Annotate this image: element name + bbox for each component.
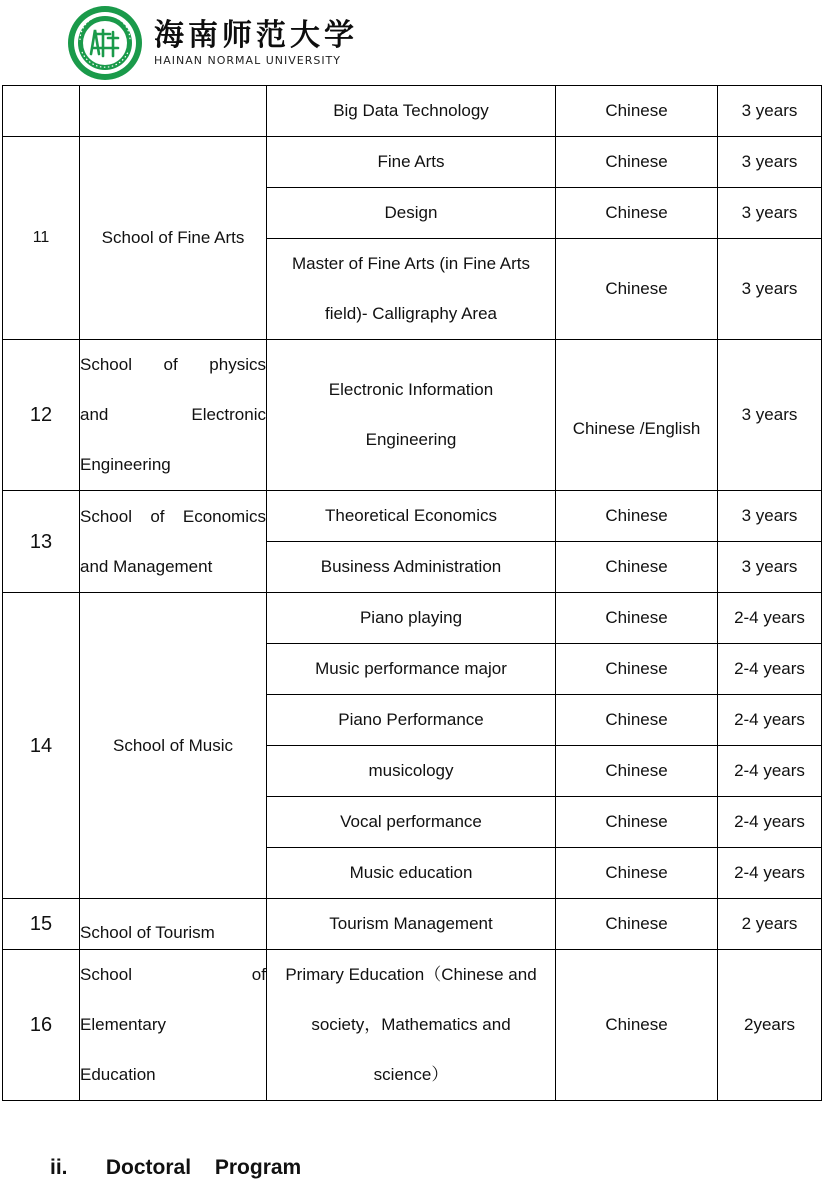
duration-cell: 3 years — [718, 137, 822, 188]
language-cell: Chinese — [556, 899, 718, 950]
school-cell: School of Music — [80, 593, 267, 899]
number-cell — [3, 86, 80, 137]
school-cell — [80, 491, 267, 593]
school-line: and Electronic — [80, 405, 266, 424]
section-number: ii. — [50, 1156, 68, 1179]
major-cell: Vocal performance — [267, 797, 556, 848]
school-line: Engineering — [80, 455, 171, 474]
duration-cell: 2years — [718, 950, 822, 1101]
section-title-word: Doctoral — [105, 1156, 192, 1179]
number-cell: 11 — [3, 137, 80, 340]
university-name-cn: 海南师范大学 — [154, 18, 358, 53]
language-cell: Chinese — [556, 593, 718, 644]
language-cell: Chinese — [556, 695, 718, 746]
duration-cell: 2-4 years — [718, 797, 822, 848]
duration-cell: 2-4 years — [718, 644, 822, 695]
major-line: society，Mathematics and — [311, 1015, 511, 1034]
major-cell — [267, 239, 556, 340]
major-cell: Music education — [267, 848, 556, 899]
language-cell: Chinese — [556, 644, 718, 695]
language-cell: Chinese — [556, 188, 718, 239]
number-cell: 14 — [3, 593, 80, 899]
language-cell: Chinese — [556, 797, 718, 848]
page-header — [66, 2, 358, 84]
duration-cell: 3 years — [718, 340, 822, 491]
school-cell: School of Fine Arts — [80, 137, 267, 340]
duration-cell: 3 years — [718, 188, 822, 239]
university-seal-icon — [66, 4, 144, 82]
major-cell: Design — [267, 188, 556, 239]
duration-cell: 3 years — [718, 542, 822, 593]
language-cell: Chinese — [556, 848, 718, 899]
school-line: Education — [80, 1065, 156, 1084]
duration-cell: 2-4 years — [718, 848, 822, 899]
major-line: science） — [373, 1065, 449, 1084]
major-line: Primary Education（Chinese and — [285, 965, 537, 984]
major-cell: Piano Performance — [267, 695, 556, 746]
major-cell: Fine Arts — [267, 137, 556, 188]
major-line: field)- Calligraphy Area — [325, 304, 497, 323]
school-cell: School of Tourism — [80, 899, 267, 950]
language-cell: Chinese — [556, 746, 718, 797]
number-cell: 13 — [3, 491, 80, 593]
school-line: School of Economics — [80, 506, 266, 526]
table-row — [3, 491, 822, 542]
table-row — [3, 950, 822, 1101]
logo-text — [154, 18, 358, 68]
language-cell: Chinese — [556, 137, 718, 188]
language-cell: Chinese /English — [556, 340, 718, 491]
section-heading — [50, 1156, 319, 1180]
table-row — [3, 593, 822, 644]
major-line: Electronic Information — [328, 380, 494, 399]
school-cell — [80, 86, 267, 137]
table-row — [3, 340, 822, 491]
number-cell: 12 — [3, 340, 80, 491]
school-cell — [80, 340, 267, 491]
major-cell: Tourism Management — [267, 899, 556, 950]
table-row — [3, 137, 822, 188]
school-line: Elementary — [80, 1015, 166, 1034]
major-cell: musicology — [267, 746, 556, 797]
language-cell: Chinese — [556, 239, 718, 340]
number-cell: 15 — [3, 899, 80, 950]
language-cell: Chinese — [556, 86, 718, 137]
major-cell: Big Data Technology — [267, 86, 556, 137]
programs-table — [2, 85, 822, 1101]
section-title-word: Program — [214, 1156, 302, 1179]
duration-cell: 3 years — [718, 239, 822, 340]
number-cell: 16 — [3, 950, 80, 1101]
major-line: Master of Fine Arts (in Fine Arts — [291, 254, 531, 273]
duration-cell: 2 years — [718, 899, 822, 950]
table-row — [3, 899, 822, 950]
duration-cell: 3 years — [718, 491, 822, 542]
duration-cell: 2-4 years — [718, 593, 822, 644]
table-row — [3, 86, 822, 137]
school-cell — [80, 950, 267, 1101]
school-line: School of physics — [80, 355, 266, 374]
language-cell: Chinese — [556, 950, 718, 1101]
school-line: School of — [80, 965, 266, 984]
university-name-en: HAINAN NORMAL UNIVERSITY — [154, 54, 341, 67]
major-cell: Business Administration — [267, 542, 556, 593]
major-cell: Piano playing — [267, 593, 556, 644]
major-cell: Theoretical Economics — [267, 491, 556, 542]
major-cell: Music performance major — [267, 644, 556, 695]
duration-cell: 3 years — [718, 86, 822, 137]
language-cell: Chinese — [556, 491, 718, 542]
language-cell: Chinese — [556, 542, 718, 593]
major-cell — [267, 950, 556, 1101]
major-line: Engineering — [365, 430, 457, 449]
school-line: and Management — [80, 556, 213, 576]
major-cell — [267, 340, 556, 491]
duration-cell: 2-4 years — [718, 695, 822, 746]
duration-cell: 2-4 years — [718, 746, 822, 797]
